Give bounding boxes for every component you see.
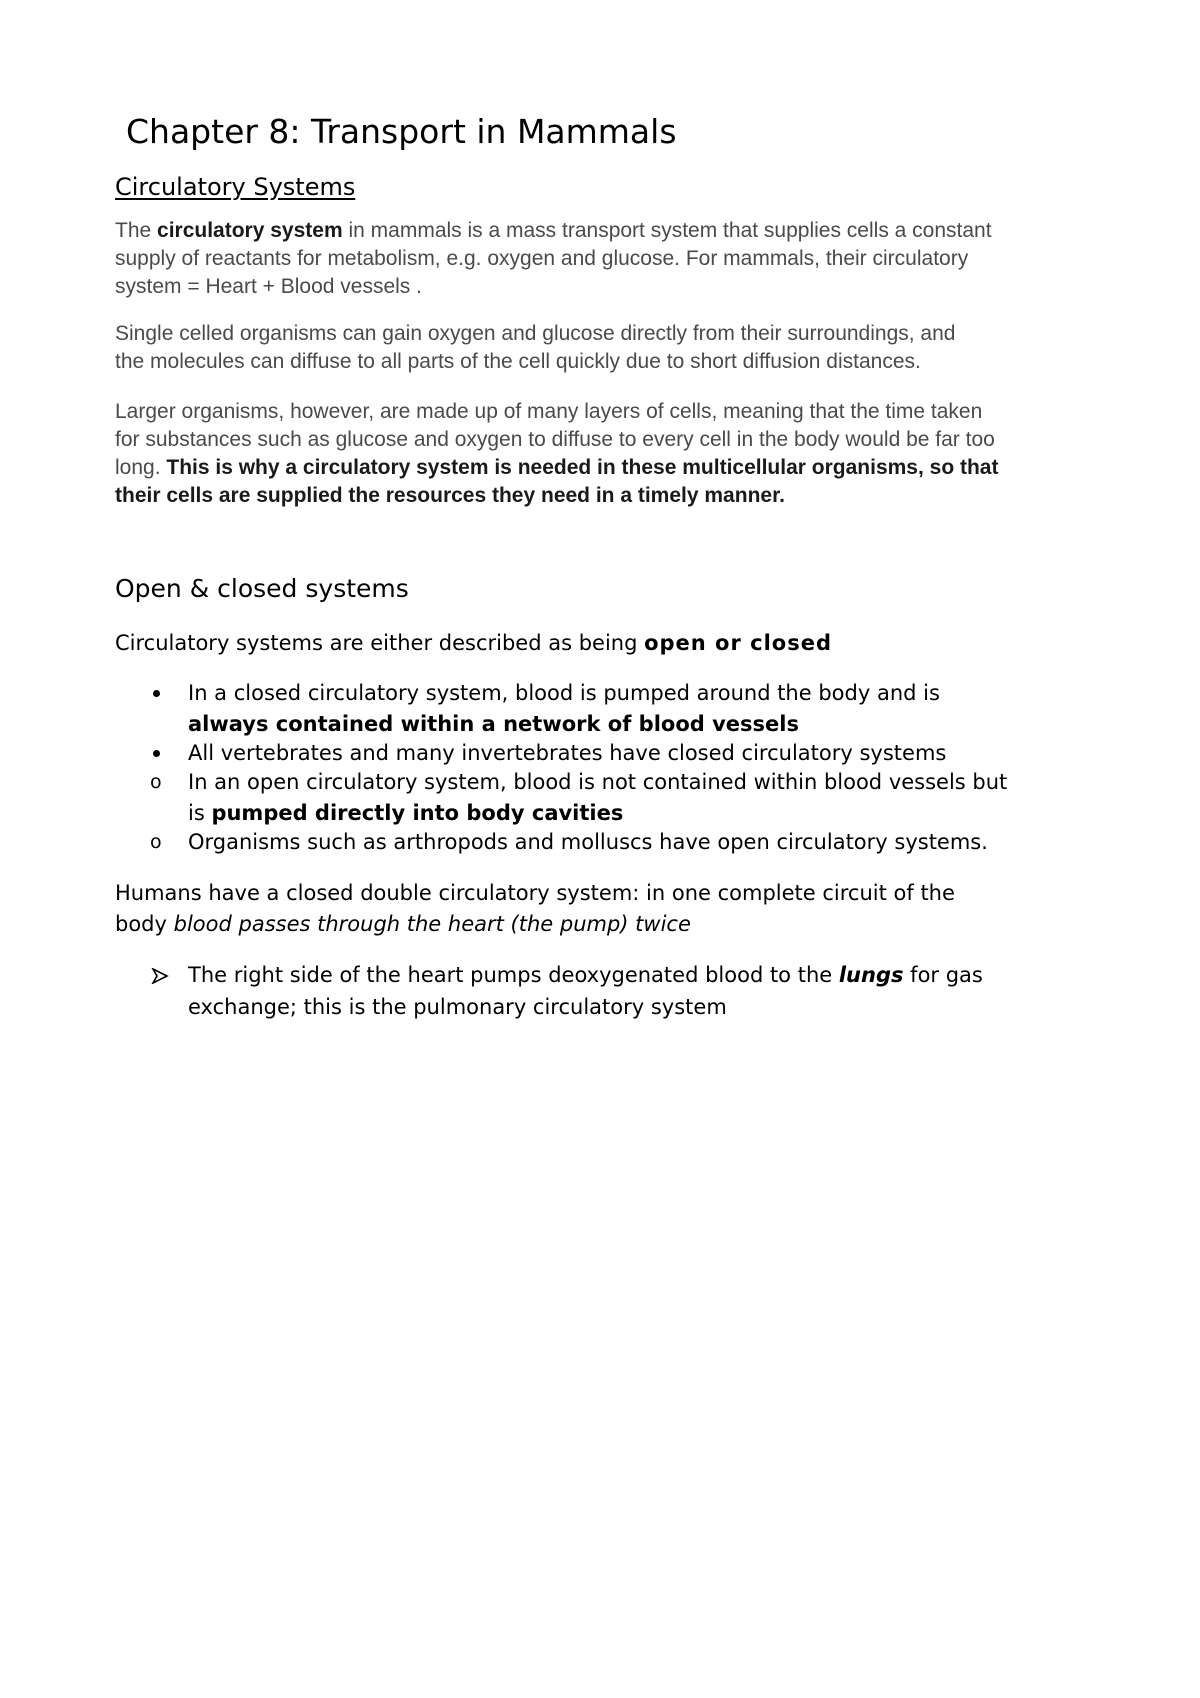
text-line [188,709,1175,740]
section-heading-open-closed-systems: Open & closed systems [115,574,409,603]
bullet-list-circulatory-types [115,678,1175,858]
list-item [115,678,1175,740]
text-line: Larger organisms, however, are made up of many layers of cells, meaning that the time taken [115,400,983,423]
list-item [115,959,1175,1023]
paragraph-larger-organisms [115,398,1155,510]
list-item [115,738,1175,769]
bullet-dot-icon [153,750,160,757]
text-line: system = Heart + Blood vessels . [115,275,422,298]
chapter-title: Chapter 8: Transport in Mammals [126,112,677,151]
bold-statement: This is why a circulatory system is needed in these multicellular organisms, so that [166,456,999,479]
text-line: body blood passes through the heart (the pump) twice [115,912,691,936]
arrow-list-circuits [115,959,1175,1023]
text-line: In an open circulatory system, blood is not contained within blood vessels but [188,770,1008,794]
list-item [115,767,1175,829]
bold-italic-term: lungs [838,963,904,987]
text-line: is pumped directly into body cavities [188,801,624,825]
text-line: In a closed circulatory system, blood is pumped around the body and is [188,681,940,705]
text-line: The right side of the heart pumps deoxygenated blood to the lungs for gas [188,963,983,987]
paragraph-open-or-closed-intro: Circulatory systems are either described as being open or closed [115,631,832,655]
bullet-circle-icon: o [150,771,162,793]
text-line [115,482,1155,510]
text-line: long. This is why a circulatory system is needed in these multicellular organisms, so that [115,456,999,479]
text-line: Organisms such as arthropods and molluscs have open circulatory systems. [188,830,988,854]
bullet-circle-icon: o [150,831,162,853]
paragraph-double-circulatory-system [115,878,1175,940]
bold-statement: pumped directly into body cavities [211,801,624,825]
text-line: Single celled organisms can gain oxygen and glucose directly from their surroundings, and [115,322,956,345]
text-line: the molecules can diffuse to all parts of the cell quickly due to short diffusion distances. [115,350,921,373]
text-line: for substances such as glucose and oxygen to diffuse to every cell in the body would be far too [115,428,995,451]
section-heading-circulatory-systems: Circulatory Systems [115,173,356,201]
bold-statement: their cells are supplied the resources they need in a timely manner. [115,484,785,507]
text-line: exchange; this is the pulmonary circulatory system [188,995,727,1019]
text-line: The circulatory system in mammals is a mass transport system that supplies cells a constant [115,219,992,242]
text-line: supply of reactants for metabolism, e.g. oxygen and glucose. For mammals, their circulatory [115,247,969,270]
list-item [115,827,1175,858]
arrowhead-bullet-icon [151,968,169,984]
text-line: All vertebrates and many invertebrates have closed circulatory systems [188,741,947,765]
bold-statement: always contained within a network of blood vessels [188,712,799,736]
paragraph-circulatory-system-definition [115,217,1155,301]
bold-term: circulatory system [157,219,343,242]
italic-statement: blood passes through the heart (the pump) twice [173,912,691,936]
bullet-dot-icon [153,690,160,697]
text-line: Humans have a closed double circulatory system: in one complete circuit of the [115,881,955,905]
bold-term: open or closed [644,631,832,655]
paragraph-single-celled-organisms [115,320,1155,376]
